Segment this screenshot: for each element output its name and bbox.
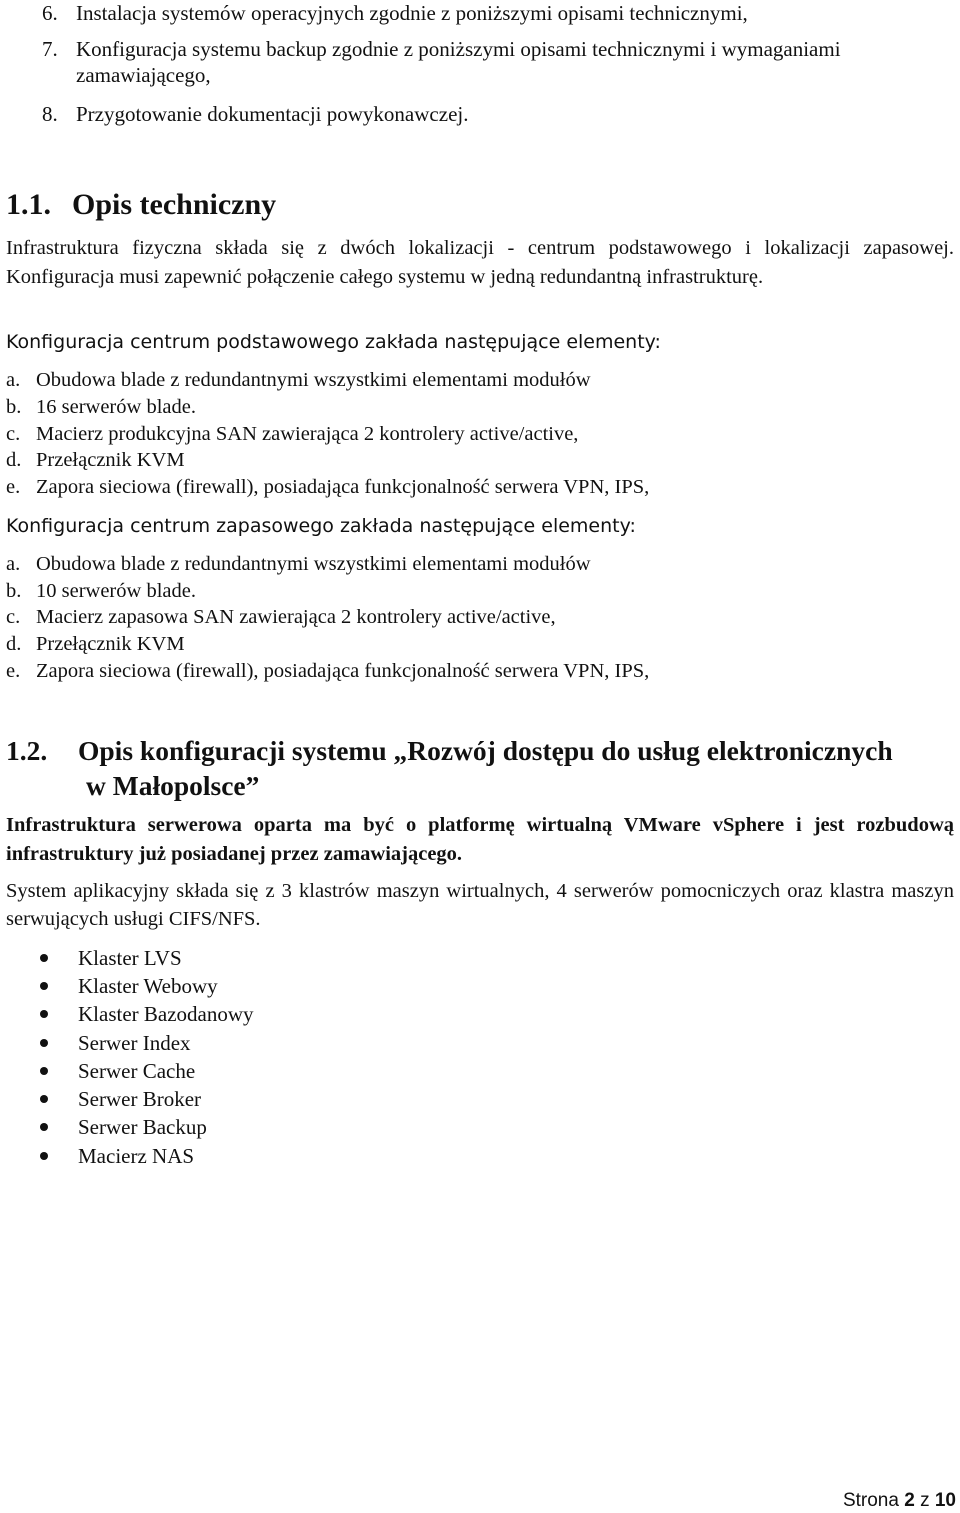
list-item	[6, 36, 841, 62]
item-text: Zapora sieciowa (firewall), posiadająca funkcjonalność serwera VPN, IPS,	[36, 476, 650, 498]
backup-item	[6, 658, 649, 684]
list-text: Przygotowanie dokumentacji powykonawczej.	[76, 102, 469, 126]
item-letter: d.	[6, 449, 22, 471]
list-number: 6.	[42, 1, 58, 25]
bullet-icon	[40, 1010, 48, 1018]
item-text: 16 serwerów blade.	[36, 396, 196, 418]
item-text: Przełącznik KVM	[36, 633, 185, 655]
primary-item	[6, 474, 649, 500]
backup-item	[6, 631, 185, 657]
section-heading-1-2	[6, 733, 960, 803]
footer-total-pages: 10	[934, 1490, 956, 1511]
bullet-item	[40, 1000, 254, 1028]
item-letter: d.	[6, 633, 22, 655]
bullet-icon	[40, 1152, 48, 1160]
bullet-text: Serwer Broker	[78, 1087, 202, 1111]
item-letter: e.	[6, 476, 21, 498]
bullet-icon	[40, 1095, 48, 1103]
item-letter: b.	[6, 396, 22, 418]
intro-paragraph: Infrastruktura fizyczna składa się z dwóch lokalizacji - centrum podstawowego i lokalizacji zapasowej. Konfiguracja musi zapewnić połączenie całego systemu w jedną redundantną infrastrukturę.	[6, 237, 954, 288]
item-text: Obudowa blade z redundantnymi wszystkimi elementami modułów	[36, 553, 591, 575]
item-text: 10 serwerów blade.	[36, 580, 196, 602]
bullet-text: Serwer Cache	[78, 1059, 196, 1083]
section-title: Opis techniczny	[72, 188, 277, 221]
bullet-item	[40, 944, 182, 972]
bullet-text: Serwer Index	[78, 1031, 191, 1055]
section-title-line1: Opis konfiguracji systemu „Rozwój dostępu do usług elektronicznych	[78, 735, 893, 766]
section-heading-1-1	[6, 188, 276, 222]
primary-item	[6, 394, 196, 420]
item-text: Zapora sieciowa (firewall), posiadająca funkcjonalność serwera VPN, IPS,	[36, 660, 650, 682]
section-number: 1.1.	[6, 188, 51, 221]
bullet-icon	[40, 1123, 48, 1131]
bullet-text: Klaster LVS	[78, 946, 182, 970]
bullet-item	[40, 972, 218, 1000]
backup-item	[6, 604, 556, 630]
footer-label: Strona	[842, 1490, 899, 1511]
item-text: Obudowa blade z redundantnymi wszystkimi elementami modułów	[36, 369, 591, 391]
bullet-icon	[40, 982, 48, 990]
item-text: Macierz zapasowa SAN zawierająca 2 kontrolery active/active,	[36, 606, 556, 628]
bullet-icon	[40, 1067, 48, 1075]
bullet-text: Klaster Webowy	[78, 974, 218, 998]
bullet-text: Serwer Backup	[78, 1115, 207, 1139]
item-letter: c.	[6, 606, 21, 628]
bold-paragraph: Infrastruktura serwerowa oparta ma być o platformę wirtualną VMware vSphere i jest rozbudową infrastruktury już posiadanej przez zamawiającego.	[6, 814, 954, 865]
system-paragraph: System aplikacyjny składa się z 3 klastrów maszyn wirtualnych, 4 serwerów pomocniczych oraz klastra maszyn serwujących usługi CIFS/NFS.	[6, 880, 954, 930]
item-letter: e.	[6, 660, 21, 682]
footer-page-number: 2	[904, 1490, 915, 1511]
backup-heading: Konfiguracja centrum zapasowego zakłada następujące elementy:	[6, 515, 636, 537]
bullet-item	[40, 1113, 207, 1141]
list-item-continuation: zamawiającego,	[76, 63, 211, 87]
bullet-icon	[40, 954, 48, 962]
list-item	[6, 0, 748, 26]
footer-of: z	[920, 1490, 930, 1511]
primary-item	[6, 367, 591, 393]
list-number: 7.	[42, 37, 58, 61]
bullet-icon	[40, 1039, 48, 1047]
primary-item	[6, 447, 185, 473]
backup-item	[6, 551, 591, 577]
list-text: Konfiguracja systemu backup zgodnie z poniższymi opisami technicznymi i wymaganiami	[76, 37, 841, 61]
item-letter: c.	[6, 423, 21, 445]
bullet-item	[40, 1142, 194, 1170]
bullet-item	[40, 1057, 195, 1085]
bullet-item	[40, 1085, 201, 1113]
list-number: 8.	[42, 102, 58, 126]
bullet-text: Macierz NAS	[78, 1144, 195, 1168]
backup-item	[6, 578, 196, 604]
item-letter: a.	[6, 369, 21, 391]
bullet-text: Klaster Bazodanowy	[78, 1002, 254, 1026]
section-number: 1.2.	[6, 735, 48, 766]
primary-heading: Konfiguracja centrum podstawowego zakłada następujące elementy:	[6, 331, 661, 353]
item-letter: a.	[6, 553, 21, 575]
bullet-item	[40, 1029, 191, 1057]
item-text: Przełącznik KVM	[36, 449, 185, 471]
page-footer	[843, 1490, 956, 1512]
list-item	[6, 101, 468, 127]
item-letter: b.	[6, 580, 22, 602]
item-text: Macierz produkcyjna SAN zawierająca 2 kontrolery active/active,	[36, 423, 579, 445]
section-title-line2: w Małopolsce”	[86, 770, 260, 801]
primary-item	[6, 421, 578, 447]
list-text: Instalacja systemów operacyjnych zgodnie z poniższymi opisami technicznymi,	[76, 1, 748, 25]
